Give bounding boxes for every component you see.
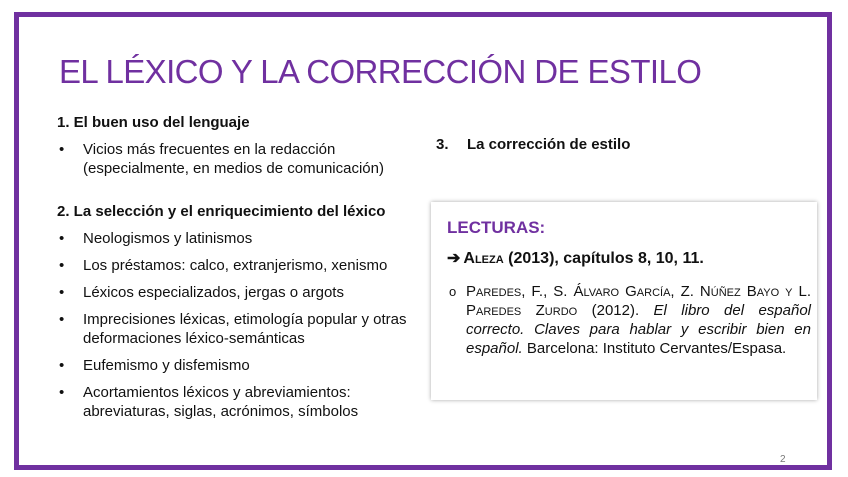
list-item	[57, 383, 437, 421]
list-item-text: Los préstamos: calco, extranjerismo, xenismo	[83, 257, 388, 274]
bullet-icon: •	[59, 257, 65, 274]
reference-authors: Paredes, F., S. Álvaro García, Z. Núñez Bayo y L. Paredes Zurdo	[466, 283, 811, 319]
bullet-list	[57, 229, 437, 421]
reference-book-title: El libro del español correcto. Claves para hablar y escribir bien en español.	[466, 302, 811, 357]
reference-details: (2013), capítulos 8, 10, 11.	[508, 250, 704, 267]
circle-bullet-icon: o	[449, 284, 457, 299]
bullet-icon: •	[59, 230, 65, 247]
bullet-icon: •	[59, 284, 65, 301]
reference-year: (2012).	[591, 302, 640, 319]
bullet-icon: •	[59, 311, 65, 328]
section-label: La corrección de estilo	[467, 136, 631, 153]
page-number: 2	[780, 454, 786, 465]
list-item	[57, 229, 437, 248]
list-item	[57, 310, 437, 348]
main-reference	[447, 248, 704, 268]
reference-item	[449, 282, 811, 358]
list-item	[57, 140, 437, 178]
reference-author: Aleza	[463, 250, 504, 267]
bullet-icon: •	[59, 357, 65, 374]
readings-box	[431, 202, 817, 400]
list-item	[57, 283, 437, 302]
list-item-text: Léxicos especializados, jergas o argots	[83, 284, 344, 301]
list-item-text: Acortamientos léxicos y abreviamientos: abreviaturas, siglas, acrónimos, símbolos	[83, 384, 359, 420]
list-item-text: Neologismos y latinismos	[83, 230, 253, 247]
list-item-text: Imprecisiones léxicas, etimología popular y otras deformaciones léxico-semánticas	[83, 311, 407, 347]
bullet-icon: •	[59, 141, 65, 158]
bullet-list	[57, 140, 437, 178]
section-number: 3.	[436, 136, 449, 153]
bullet-icon: •	[59, 384, 65, 401]
slide-title: EL LÉXICO Y LA CORRECCIÓN DE ESTILO	[59, 53, 702, 90]
list-item-text: Eufemismo y disfemismo	[83, 357, 250, 374]
section-heading: 1. El buen uso del lenguaje	[57, 114, 250, 131]
left-column	[57, 113, 437, 429]
reference-list	[449, 282, 811, 358]
slide	[14, 12, 832, 470]
list-item	[57, 256, 437, 275]
reference-publisher: Barcelona: Instituto Cervantes/Espasa.	[526, 340, 787, 357]
list-item	[57, 356, 437, 375]
section-heading	[436, 136, 630, 153]
section-heading: 2. La selección y el enriquecimiento del léxico	[57, 203, 386, 220]
list-item-text: Vicios más frecuentes en la redacción (especialmente, en medios de comunicación)	[83, 141, 384, 177]
readings-title: LECTURAS:	[447, 218, 546, 237]
arrow-right-icon: ➔	[447, 250, 461, 267]
